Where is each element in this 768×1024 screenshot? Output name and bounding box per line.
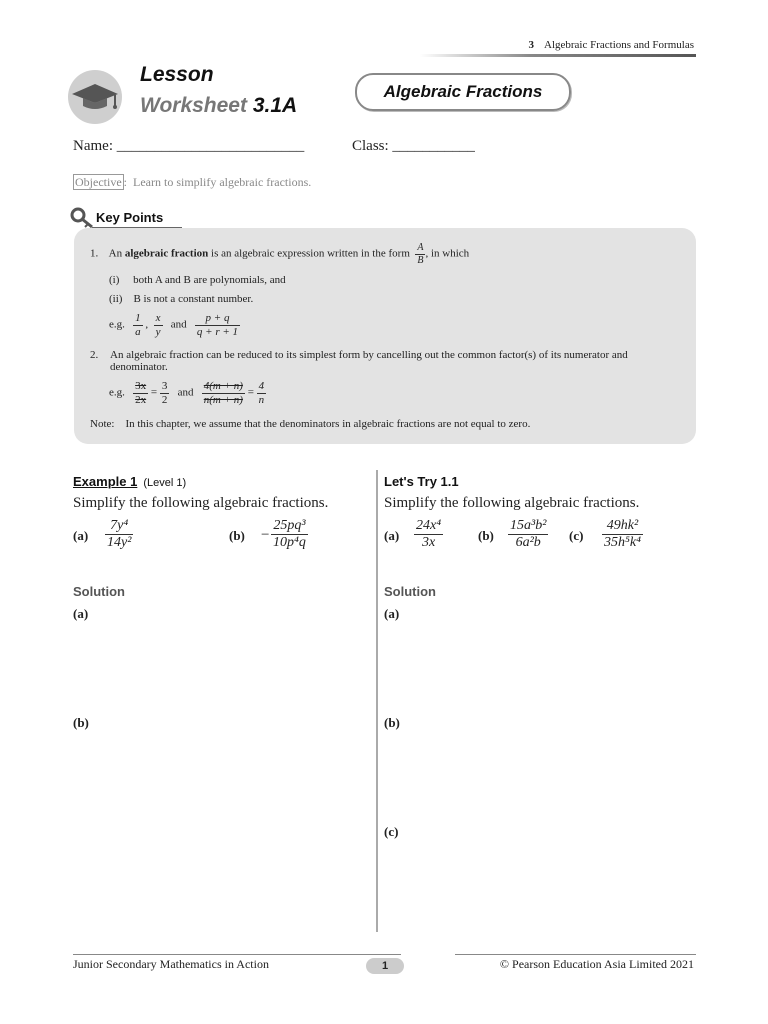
- example-solution-heading: Solution: [73, 584, 125, 599]
- eg2-num: x: [155, 312, 161, 324]
- eg5-den: n(m + n): [203, 393, 243, 406]
- eg4-fraction: [133, 380, 148, 406]
- eg3-fraction: [195, 312, 240, 338]
- footer-book-title: Junior Secondary Mathematics in Action: [73, 957, 269, 971]
- worksheet-number: 3.1A: [252, 94, 298, 117]
- example-level: (Level 1): [143, 477, 187, 489]
- eg5-rnum: 4: [258, 380, 265, 392]
- key-point-1: [90, 242, 469, 266]
- example-title: [73, 474, 186, 489]
- class-field[interactable]: Class: ___________: [352, 138, 475, 154]
- try-a-den: 3x: [421, 535, 436, 551]
- eg1-den: a: [135, 325, 141, 338]
- objective-tag: Objective: [75, 175, 122, 189]
- eg4-num: 3x: [135, 380, 147, 392]
- worksheet-word: Worksheet: [140, 94, 247, 117]
- example-b-fraction: [271, 518, 308, 551]
- eg5-num: 4(m + n): [203, 380, 243, 392]
- eg-label: e.g.: [109, 318, 125, 331]
- column-divider: [376, 470, 378, 932]
- try-solution-b[interactable]: (b): [384, 715, 400, 730]
- try-a-num: 24x⁴: [414, 518, 443, 535]
- eg4-result: [160, 380, 170, 406]
- try-instruction: Simplify the following algebraic fractions.: [384, 495, 640, 511]
- kp-examples-2: [109, 380, 266, 406]
- example-b-label: (b): [229, 528, 245, 543]
- header-rule: [420, 54, 696, 57]
- kp1-text-c: , in which: [425, 247, 470, 260]
- key-point-2: [90, 349, 670, 373]
- try-c-den: 35h⁵k⁴: [604, 535, 641, 551]
- form-den: B: [417, 254, 424, 266]
- eg5-result: [257, 380, 267, 406]
- try-solution-heading: Solution: [384, 584, 436, 599]
- example-solution-b[interactable]: (b): [73, 715, 89, 730]
- try-title: Let's Try 1.1: [384, 474, 459, 489]
- eg5-eq: =: [247, 386, 254, 399]
- chapter-number: 3: [528, 39, 534, 51]
- eg-and-2: and: [177, 386, 194, 399]
- try-b-fraction: [508, 518, 548, 551]
- kp1-text-a: An: [108, 247, 125, 260]
- key-points-title: Key Points: [96, 210, 164, 225]
- graduation-cap-icon: [68, 70, 122, 124]
- kp-item-ii: [109, 293, 253, 305]
- try-b-label: (b): [478, 528, 494, 543]
- page-number: 1: [366, 958, 404, 974]
- example-a-label: (a): [73, 528, 89, 543]
- eg5-fraction: [202, 380, 245, 406]
- try-solution-a[interactable]: (a): [384, 606, 400, 621]
- try-a-fraction: [414, 518, 443, 551]
- form-num: A: [417, 242, 424, 253]
- note-text: In this chapter, we assume that the denominators in algebraic fractions are not equal to zero.: [125, 418, 531, 430]
- try-c-fraction: [602, 518, 643, 551]
- lesson-label: Lesson: [140, 63, 214, 86]
- form-fraction: [415, 242, 425, 266]
- example-solution-a[interactable]: (a): [73, 606, 89, 621]
- eg3-num: p + q: [195, 312, 240, 326]
- chapter-title: Algebraic Fractions and Formulas: [544, 39, 694, 51]
- chapter-header: [529, 39, 695, 51]
- kp-examples-1: [109, 312, 240, 338]
- try-b-num: 15a³b²: [508, 518, 548, 535]
- eg2-den: y: [155, 325, 161, 338]
- key-points-box: [74, 228, 696, 444]
- try-b-den: 6a²b: [515, 535, 541, 551]
- kp1-text-b: is an algebraic expression written in the form: [208, 247, 410, 260]
- kp-ii-text: B is not a constant number.: [133, 293, 254, 305]
- kp-item-i: [109, 274, 286, 286]
- eg5-rden: n: [258, 393, 265, 406]
- kp-i-label: (i): [109, 274, 120, 286]
- example-heading: Example 1: [73, 474, 138, 489]
- footer-rule-left: [73, 954, 401, 955]
- kp-i-text: both A and B are polynomials, and: [133, 274, 286, 286]
- note: [90, 418, 530, 430]
- topic-title: Algebraic Fractions: [355, 73, 571, 111]
- footer-rule-right: [455, 954, 696, 955]
- eg4-eq: =: [150, 386, 158, 399]
- footer-copyright: © Pearson Education Asia Limited 2021: [499, 957, 694, 971]
- note-label: Note:: [90, 418, 115, 430]
- example-b-sign: −: [261, 527, 270, 543]
- eg3-den: q + r + 1: [196, 325, 239, 338]
- example-b-num: 25pq³: [271, 518, 308, 535]
- kp1-number: 1.: [90, 247, 99, 260]
- objective-text: Learn to simplify algebraic fractions.: [133, 175, 312, 189]
- eg-and: and: [170, 318, 187, 331]
- kp2-text: An algebraic fraction can be reduced to its simplest form by cancelling out the common factor(s) of its numerator and denominator.: [110, 349, 628, 373]
- example-a-den: 14y²: [107, 535, 132, 551]
- eg1-fraction: [133, 312, 143, 338]
- try-solution-c[interactable]: (c): [384, 824, 399, 839]
- eg2-label: e.g.: [109, 386, 125, 399]
- worksheet-label: [140, 94, 297, 118]
- example-a-num: 7y⁴: [105, 518, 133, 535]
- try-a-label: (a): [384, 528, 400, 543]
- try-c-label: (c): [569, 528, 584, 543]
- example-instruction: Simplify the following algebraic fractions.: [73, 495, 329, 511]
- objective: Objective : Learn to simplify algebraic fractions.: [75, 175, 312, 189]
- example-b-den: 10p⁴q: [273, 535, 306, 551]
- example-a-fraction: [105, 518, 133, 551]
- try-c-num: 49hk²: [602, 518, 643, 535]
- eg1-num: 1: [135, 312, 141, 324]
- kp-ii-label: (ii): [109, 293, 123, 305]
- eg4-rnum: 3: [161, 380, 168, 392]
- eg4-den: 2x: [135, 393, 147, 406]
- kp2-number: 2.: [90, 349, 99, 361]
- eg2-fraction: [154, 312, 163, 338]
- eg-comma: ,: [145, 318, 149, 331]
- eg4-rden: 2: [161, 393, 168, 406]
- name-field[interactable]: Name: _________________________: [73, 138, 305, 154]
- kp1-bold: algebraic fraction: [124, 247, 209, 260]
